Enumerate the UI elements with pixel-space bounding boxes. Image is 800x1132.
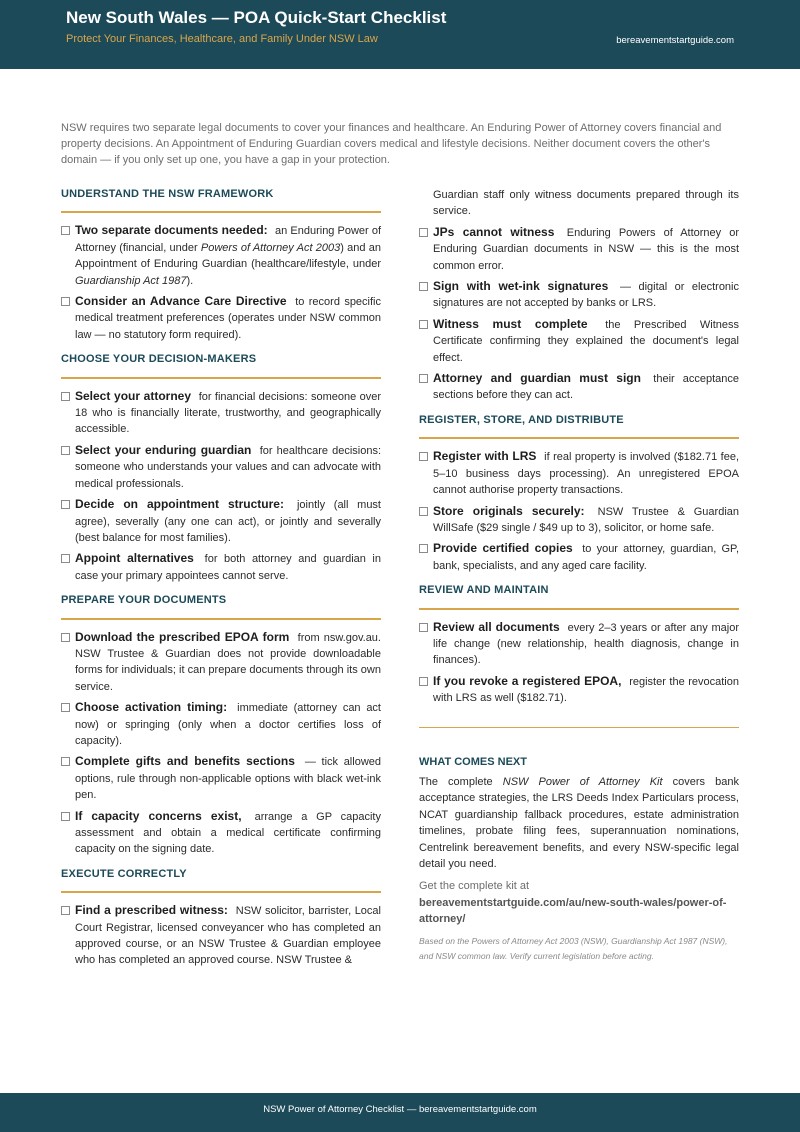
checklist-item — [61, 222, 381, 289]
disclaimer: Based on the Powers of Attorney Act 2003 (NSW), Guardianship Act 1987 (NSW), and NSW common law. Verify current legislation before acting. — [419, 935, 728, 961]
right-column — [419, 187, 739, 964]
item-lead: If capacity concerns exist, — [75, 808, 251, 823]
intro-paragraph: NSW requires two separate legal documents to cover your finances and healthcare. An Enduring Power of Attorney covers financial and property decisions. An Appointment of Enduring Guardian covers medical and lifestyle decisions. Neither document covers the other's domain — if you only set up one, you have a gap in your protection. — [61, 122, 722, 166]
page-header — [0, 0, 800, 69]
checklist-item — [419, 370, 739, 404]
checklist-item — [419, 448, 739, 498]
checklist-item — [61, 753, 381, 803]
item-lead: Decide on appointment structure: — [75, 497, 293, 512]
item-lead: If you revoke a registered EPOA, — [433, 673, 626, 688]
section-divider — [419, 608, 739, 610]
item-text: to your attorney, guardian, GP, bank, specialists, and any aged care facility. — [433, 543, 739, 572]
page-subtitle: Protect Your Finances, Healthcare, and Family Under NSW Law — [66, 33, 378, 45]
checklist-item — [61, 293, 381, 343]
section-divider — [61, 891, 381, 893]
item-text: every 2–3 years or after any major life change (new relationship, health diagnosis, change in finances). — [433, 621, 739, 667]
item-text-part: an Enduring Power of Attorney (financial, under — [75, 225, 381, 254]
item-lead: Select your attorney — [75, 388, 195, 403]
page-title: New South Wales — POA Quick-Start Checklist — [66, 8, 447, 27]
page-footer — [0, 1093, 800, 1132]
checklist-item — [61, 629, 381, 696]
checkbox-icon[interactable] — [419, 374, 428, 383]
kit-name: NSW Power of Attorney Kit — [502, 775, 663, 788]
checkbox-icon[interactable] — [419, 282, 428, 291]
checklist-item — [61, 699, 381, 749]
item-text: — digital or electronic signatures are not accepted by banks or LRS. — [433, 281, 739, 310]
kit-link[interactable]: bereavementstartguide.com/au/new-south-wales/power-of-attorney/ — [419, 896, 727, 926]
footer-text: NSW Power of Attorney Checklist — bereavementstartguide.com — [263, 1104, 537, 1115]
item-text: jointly (all must agree), severally (any one can act), or jointly and severally (best balance for most families). — [75, 499, 381, 544]
checklist-item — [419, 673, 739, 707]
item-text: arrange a GP capacity assessment and obtain a medical certificate confirming capacity on the signing date. — [75, 810, 381, 856]
next-body — [419, 774, 739, 872]
checkbox-icon[interactable] — [61, 446, 70, 455]
item-lead: Register with LRS — [433, 449, 541, 464]
item-lead: Witness must complete — [433, 316, 602, 331]
item-lead: Two separate documents needed: — [75, 223, 272, 238]
kit-label: Get the complete kit at — [419, 880, 530, 893]
checkbox-icon[interactable] — [61, 757, 70, 766]
item-text-part: ) and an Appointment of Enduring Guardian (healthcare/lifestyle, under — [75, 241, 381, 271]
item-lead: Review all documents — [433, 619, 564, 634]
checkbox-icon[interactable] — [419, 544, 428, 553]
next-body-text: covers bank acceptance strategies, the LRS Deeds Index Particulars process, NCAT guardianship fallback procedures, estate administration timelines, probate filing fees, superannuation nominations, Centrelink bereavement benefits, and every NSW-specific legal detail you need. — [419, 775, 739, 870]
item-text: register the revocation with LRS as well ($182.71). — [433, 675, 739, 705]
item-text: the Prescribed Witness Certificate confirming they explained the document's legal effect. — [433, 318, 739, 364]
section-title-review: REVIEW AND MAINTAIN — [419, 584, 549, 597]
item-text: NSW solicitor, barrister, Local Court Registrar, licensed conveyancer who has completed an approved course, or an NSW Trustee & Guardian employee who has completed an approved course. NSW Trustee & — [75, 905, 381, 967]
item-lead: Store originals securely: — [433, 503, 594, 518]
checklist-item — [61, 496, 381, 546]
section-divider — [61, 618, 381, 620]
checklist-item — [61, 388, 381, 438]
checkbox-icon[interactable] — [419, 507, 428, 516]
checklist-item — [61, 550, 381, 584]
checklist-item — [61, 442, 381, 492]
checklist-item — [61, 902, 381, 969]
item-lead: Find a prescribed witness: — [75, 903, 232, 918]
item-lead: Consider an Advance Care Directive — [75, 294, 292, 309]
item-lead: Choose activation timing: — [75, 700, 234, 715]
section-title-execute: EXECUTE CORRECTLY — [61, 867, 187, 880]
section-title-framework: UNDERSTAND THE NSW FRAMEWORK — [61, 188, 274, 200]
item-lead: Download the prescribed EPOA form — [75, 629, 294, 644]
item-text: if real property is involved ($182.71 fee, 5–10 business days processing). An unregistered EPOA cannot authorise property transactions. — [433, 451, 739, 497]
section-title-register: REGISTER, STORE, AND DISTRIBUTE — [419, 413, 624, 426]
checkbox-icon[interactable] — [419, 623, 428, 632]
item-text: Enduring Powers of Attorney or Enduring Guardian documents in NSW — this is the most common error. — [433, 226, 740, 272]
checklist-item — [419, 619, 739, 669]
checklist-item — [419, 540, 739, 574]
item-text: immediate (attorney can act now) or springing (only when a doctor certifies loss of capacity). — [75, 702, 381, 747]
item-text: for healthcare decisions: someone who understands your values and can advocate with medical professionals. — [75, 444, 382, 490]
item-text: for financial decisions: someone over 18 who is financially literate, trustworthy, and geographically accessible. — [75, 390, 381, 436]
section-title-decision-makers: CHOOSE YOUR DECISION-MAKERS — [61, 353, 257, 366]
checklist-item — [419, 224, 739, 274]
item-text: from nsw.gov.au. NSW Trustee & Guardian does not provide downloadable forms for individuals; it can prepare documents through its own service. — [75, 631, 381, 693]
checklist-item — [419, 503, 739, 537]
checkbox-icon[interactable] — [61, 703, 70, 712]
checkbox-icon[interactable] — [61, 500, 70, 509]
item-text-part: ). — [186, 274, 194, 287]
checkbox-icon[interactable] — [61, 226, 70, 235]
item-text: to record specific medical treatment preferences (operates under NSW common law — no statutory form required). — [75, 296, 381, 341]
checkbox-icon[interactable] — [419, 228, 428, 237]
checklist-item — [419, 278, 739, 312]
item-text: — tick allowed options, rule through non-applicable options with black wet-ink pen. — [75, 756, 381, 802]
checklist-item — [419, 316, 739, 366]
section-divider — [61, 377, 381, 379]
item-lead: Complete gifts and benefits sections — [75, 754, 301, 769]
next-divider — [419, 727, 739, 728]
item-lead: JPs cannot witness — [433, 224, 563, 239]
checkbox-icon[interactable] — [61, 633, 70, 642]
item-text: NSW Trustee & Guardian WillSafe ($29 single / $49 up to 3), solicitor, or home safe. — [433, 505, 739, 534]
item-lead: Select your enduring guardian — [75, 442, 256, 457]
next-title: WHAT COMES NEXT — [419, 755, 527, 768]
item-text: for both attorney and guardian in case your primary appointees cannot serve. — [75, 553, 381, 582]
header-site-url: bereavementstartguide.com — [616, 35, 734, 46]
checkbox-icon[interactable] — [61, 554, 70, 563]
checkbox-icon[interactable] — [61, 906, 70, 915]
checkbox-icon[interactable] — [61, 812, 70, 821]
item-text: their acceptance sections before they can act. — [433, 373, 740, 402]
act-name: Guardianship Act 1987 — [75, 274, 187, 287]
section-divider — [61, 211, 381, 213]
checkbox-icon[interactable] — [419, 452, 428, 461]
item-lead: Attorney and guardian must sign — [433, 371, 650, 386]
left-column — [61, 186, 381, 973]
item-lead: Sign with wet-ink signatures — [433, 279, 616, 294]
next-body-text: The complete — [419, 775, 503, 788]
checkbox-icon[interactable] — [419, 677, 428, 686]
item-continuation: Guardian staff only witness documents prepared through its service. — [433, 189, 739, 218]
act-name: Powers of Attorney Act 2003 — [200, 241, 341, 254]
checkbox-icon[interactable] — [61, 297, 70, 306]
checklist-item — [61, 808, 381, 858]
section-title-prepare: PREPARE YOUR DOCUMENTS — [61, 594, 227, 607]
item-lead: Appoint alternatives — [75, 551, 201, 566]
item-lead: Provide certified copies — [433, 541, 579, 556]
section-divider — [419, 437, 739, 439]
checkbox-icon[interactable] — [419, 320, 428, 329]
checkbox-icon[interactable] — [61, 392, 70, 401]
